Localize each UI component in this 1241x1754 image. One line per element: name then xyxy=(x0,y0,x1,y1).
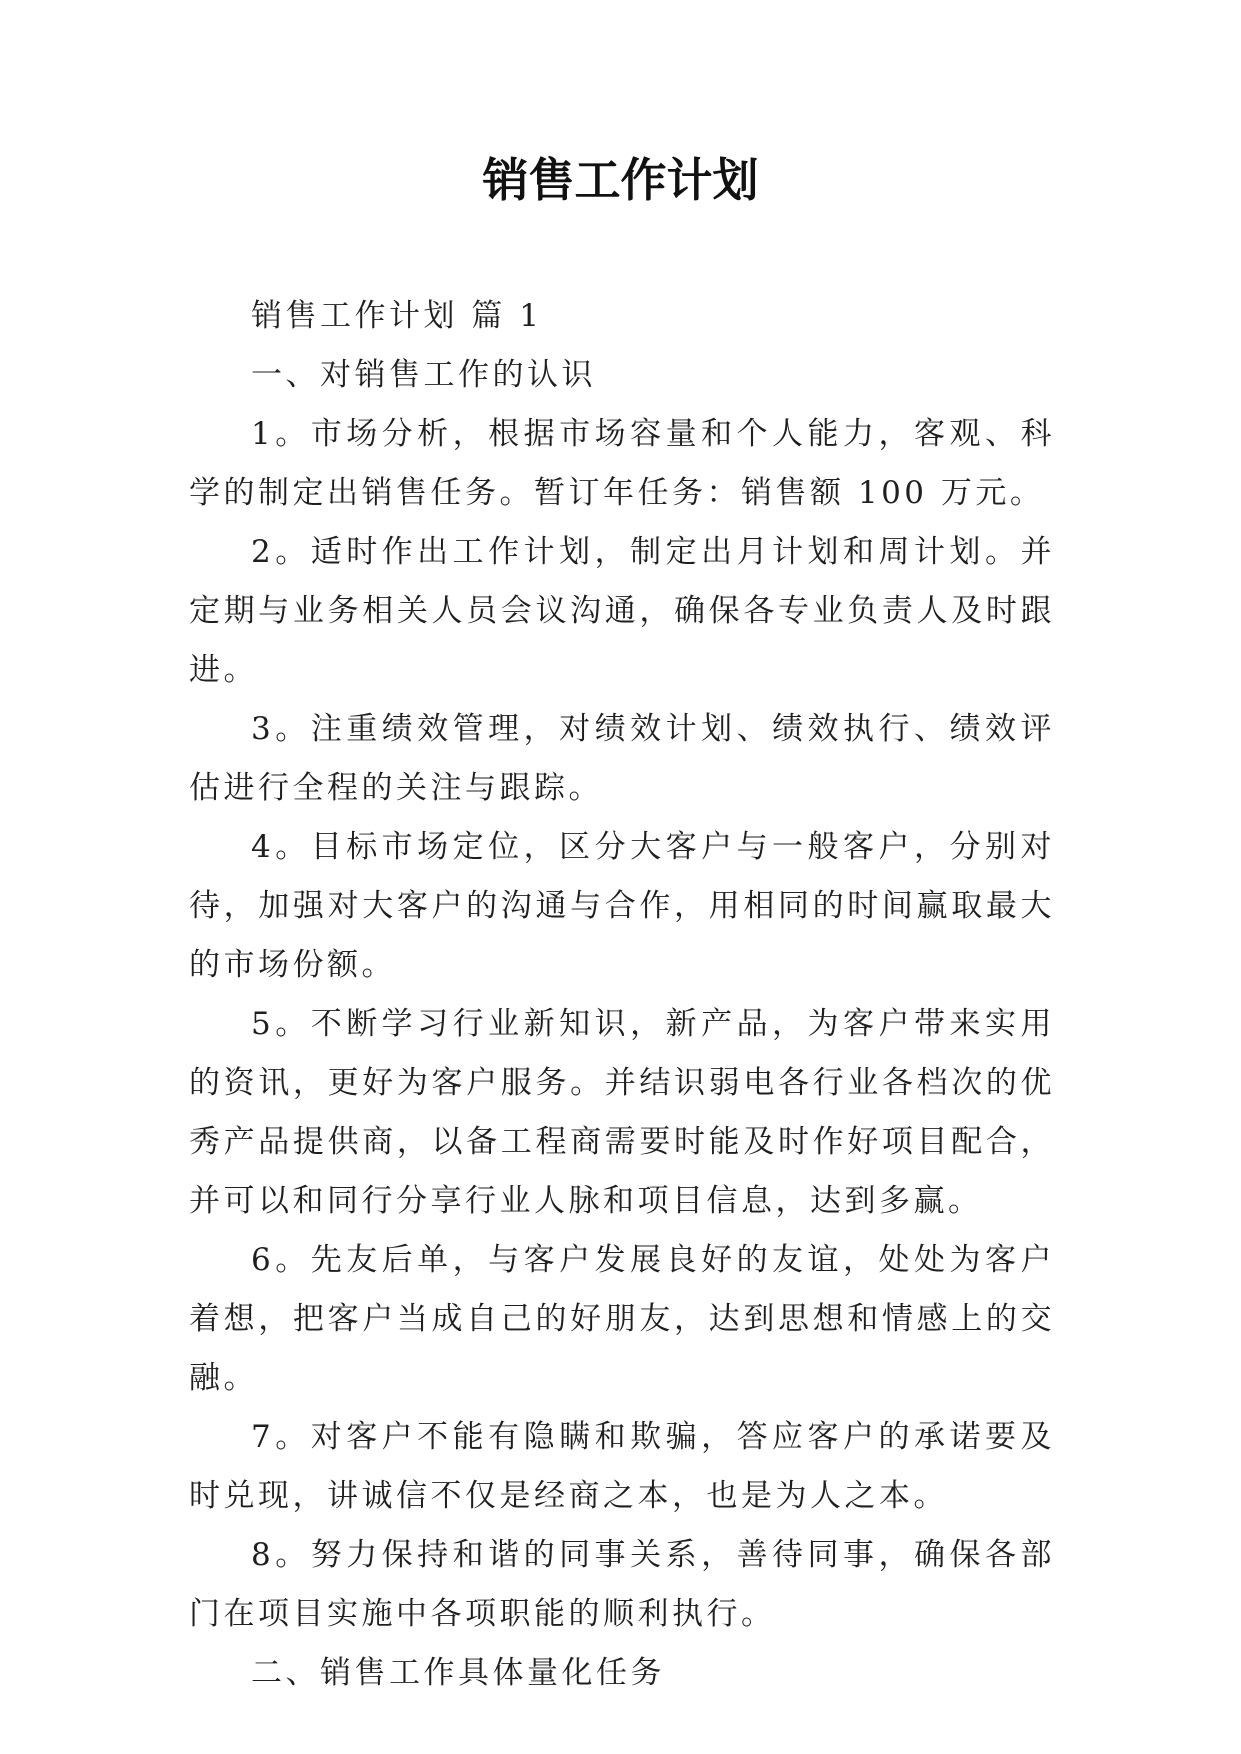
subsection-heading: 二、销售工作具体量化任务 xyxy=(251,1655,665,1691)
paragraph-item-3: 3。注重绩效管理，对绩效计划、绩效执行、绩效评估进行全程的关注与跟踪。 xyxy=(189,711,1055,806)
subsection-heading: 一、对销售工作的认识 xyxy=(251,357,596,393)
paragraph-item-1: 1。市场分析，根据市场容量和个人能力，客观、科学的制定出销售任务。暂订年任务：销售额 100 万元。 xyxy=(189,416,1055,511)
paragraph-item-8: 8。努力保持和谐的同事关系，善待同事，确保各部门在项目实施中各项职能的顺利执行。 xyxy=(189,1537,1055,1632)
paragraph-item-5: 5。不断学习行业新知识，新产品，为客户带来实用的资讯，更好为客户服务。并结识弱电各行业各档次的优秀产品提供商，以备工程商需要时能及时作好项目配合，并可以和同行分享行业人脉和项目信息，达到多赢。 xyxy=(189,1006,1055,1219)
paragraph-item-6: 6。先友后单，与客户发展良好的友谊，处处为客户着想，把客户当成自己的好朋友，达到思想和情感上的交融。 xyxy=(189,1242,1055,1396)
paragraph-item-7: 7。对客户不能有隐瞒和欺骗，答应客户的承诺要及时兑现，讲诚信不仅是经商之本，也是为人之本。 xyxy=(189,1419,1055,1514)
paragraph-item-2: 2。适时作出工作计划，制定出月计划和周计划。并定期与业务相关人员会议沟通，确保各专业负责人及时跟进。 xyxy=(189,534,1055,688)
section-heading: 销售工作计划 篇 1 xyxy=(251,298,543,334)
document-title: 销售工作计划 xyxy=(482,153,759,207)
document-body xyxy=(189,287,1055,1703)
paragraph-item-4: 4。目标市场定位，区分大客户与一般客户，分别对待，加强对大客户的沟通与合作，用相同的时间赢取最大的市场份额。 xyxy=(189,829,1055,983)
